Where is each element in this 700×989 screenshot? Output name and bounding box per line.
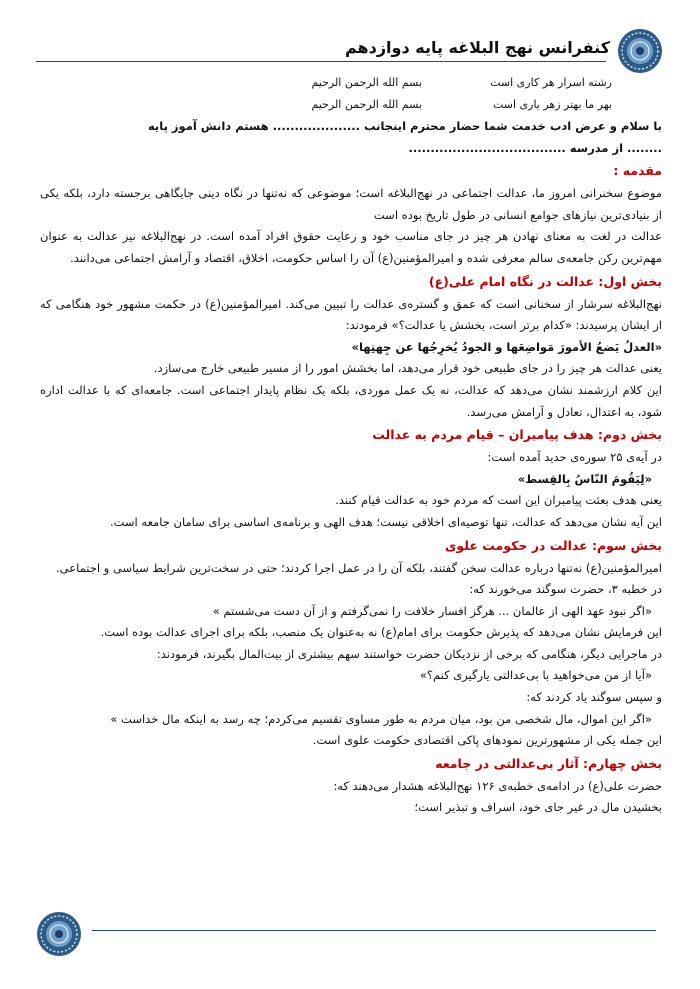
section1-paragraph-2: یعنی عدالت هر چیز را در جای طبیعی خود قرار می‌دهد، اما بخشش امور را از مسیر طبیعی خارج می‌سازد. — [153, 361, 662, 376]
section3-paragraph-1: امیرالمؤمنین(ع) نه‌تنها درباره عدالت سخن گفتند، بلکه آن را در عمل اجرا کردند؛ حتی در سخت‌ترین شرایط سیاسی و اجتماعی. — [56, 560, 662, 575]
intro-paragraph-1: موضوع سخنرانی امروز ما، عدالت اجتماعی در نهج‌البلاغه است؛ موضوعی که نه‌تنها در نگاه دینی جایگاهی برجسته دارد، بلکه یکی از بنیادی‌ترین نیازهای جوامع انسانی در طول تاریخ بوده است — [40, 186, 662, 222]
section2-paragraph-3: این آیه نشان می‌دهد که عدالت، تنها توصیه‌ای اخلاقی نیست؛ هدف الهی و برنامه‌ی اساسی برای سامان جامعه است. — [109, 514, 662, 529]
section3-paragraph-2: در خطبه ۳، حضرت سوگند می‌خورند که: — [469, 582, 662, 597]
section1-paragraph-3: این کلام ارزشمند نشان می‌دهد که عدالت، نه یک عمل موردی، بلکه یک نظام پایدار اجتماعی است. جامعه‌ای که با عدالت اداره شود، به اعتدال، تعادل و آرامش می‌رسد. — [40, 382, 662, 419]
section4-paragraph-2: بخشیدن مال در غیر جای خود، اسراف و تبذیر است؛ — [414, 800, 662, 815]
section4-paragraph-1: حضرت علی(ع) در ادامه‌ی خطبه‌ی ۱۲۶ نهج‌البلاغه هشدار می‌دهند که: — [333, 778, 662, 793]
section3-paragraph-4: در ماجرایی دیگر، هنگامی که برخی از نزدیکان حضرت خواستند سهم بیشتری از بیت‌المال بگیرند، فرمودند: — [156, 646, 662, 661]
greeting-line2: ........ از مدرسه .................................... — [408, 140, 662, 155]
opening-poem — [40, 70, 662, 116]
section3-quote-1: «اگر نبود عهد الهی از عالمان ... هرگز افسار خلافت را نمی‌گرفتم و از آن دست می‌شستم » — [212, 603, 652, 618]
section3-quote-2: «آیا از من می‌خواهید با بی‌عدالتی یارگیری کنم؟» — [419, 668, 652, 683]
poem-line2-left: بسم الله الرحمن الرحیم — [311, 98, 422, 111]
section2-paragraph-1: در آیه‌ی ۲۵ سوره‌ی حدید آمده است: — [487, 450, 662, 465]
section2-paragraph-2: یعنی هدف بعثت پیامبران این است که مردم خود به عدالت قیام کنند. — [335, 493, 662, 508]
rosette-logo-icon — [617, 28, 663, 74]
section1-paragraph-1: نهج‌البلاغه سرشار از سخنانی است که عمق و گستره‌ی عدالت را تبیین می‌کند. امیرالمؤمنین(ع) در حکمت مشهور خود هنگامی که از ایشان پرسیدند: «کدام برتر است، بخشش یا عدالت؟» فرمودند: — [40, 296, 662, 333]
section3-paragraph-6: این جمله یکی از مشهورترین نمودهای پاکی اقتصادی حکومت علوی است. — [312, 733, 662, 748]
section2-heading: بخش دوم: هدف پیامبران – قیام مردم به عدالت — [372, 427, 662, 443]
document-body — [40, 70, 662, 819]
section3-heading: بخش سوم: عدالت در حکومت علوی — [444, 537, 662, 553]
poem-line2-right: بهر ما بهتر زهر یاری است — [492, 98, 612, 111]
poem-line1-left: بسم الله الرحمن الرحیم — [311, 76, 422, 89]
footer-divider — [92, 930, 656, 931]
section1-heading: بخش اول: عدالت در نگاه امام علی(ع) — [428, 273, 662, 289]
section4-heading: بخش چهارم: آثار بی‌عدالتی در جامعه — [435, 755, 662, 771]
section1-quote: «العدلُ یَضعُ الأمورَ مَواضِعَها و الجودُ یُخرِجُها عن جِهتِها» — [351, 339, 662, 354]
rosette-logo-icon — [36, 911, 82, 957]
poem-line1-right: رشته اسرار هر کاری است — [490, 76, 612, 89]
greeting-line1: با سلام و عرض ادب خدمت شما حضار محترم اینجانب .................... هستم دانش آموز پایه — [147, 119, 662, 133]
intro-paragraph-2: عدالت در لغت به معنای نهادن هر چیز در جای مناسب خود و رعایت حقوق افراد آمده است. در نهج‌البلاغه نیز عدالت به عنوان مهم‌ترین رکن جامعه‌ی سالم معرفی شده و امیرالمؤمنین(ع) آن را اساس حکومت، اخلاق، اقتصاد و آرامش اجتماعی می‌دانند. — [40, 229, 662, 265]
intro-heading: مقدمه : — [613, 163, 662, 179]
section3-paragraph-3: این فرمایش نشان می‌دهد که پذیرش حکومت برای امام(ع) نه به‌عنوان یک منصب، بلکه برای اجرای عدالت بوده است. — [100, 625, 662, 640]
section3-paragraph-5: و سپس سوگند یاد کردند که: — [526, 690, 662, 705]
section2-quote: «لِیَقُومَ النّاسُ بِالقِسط» — [517, 471, 652, 486]
section3-quote-3: «اگر این اموال، مال شخصی من بود، میان مردم به طور مساوی تقسیم می‌کردم؛ چه رسد به اینکه مال خداست » — [110, 711, 652, 726]
header-divider — [36, 61, 606, 62]
header-title: کنفرانس نهج البلاغه پایه دوازدهم — [344, 38, 610, 57]
